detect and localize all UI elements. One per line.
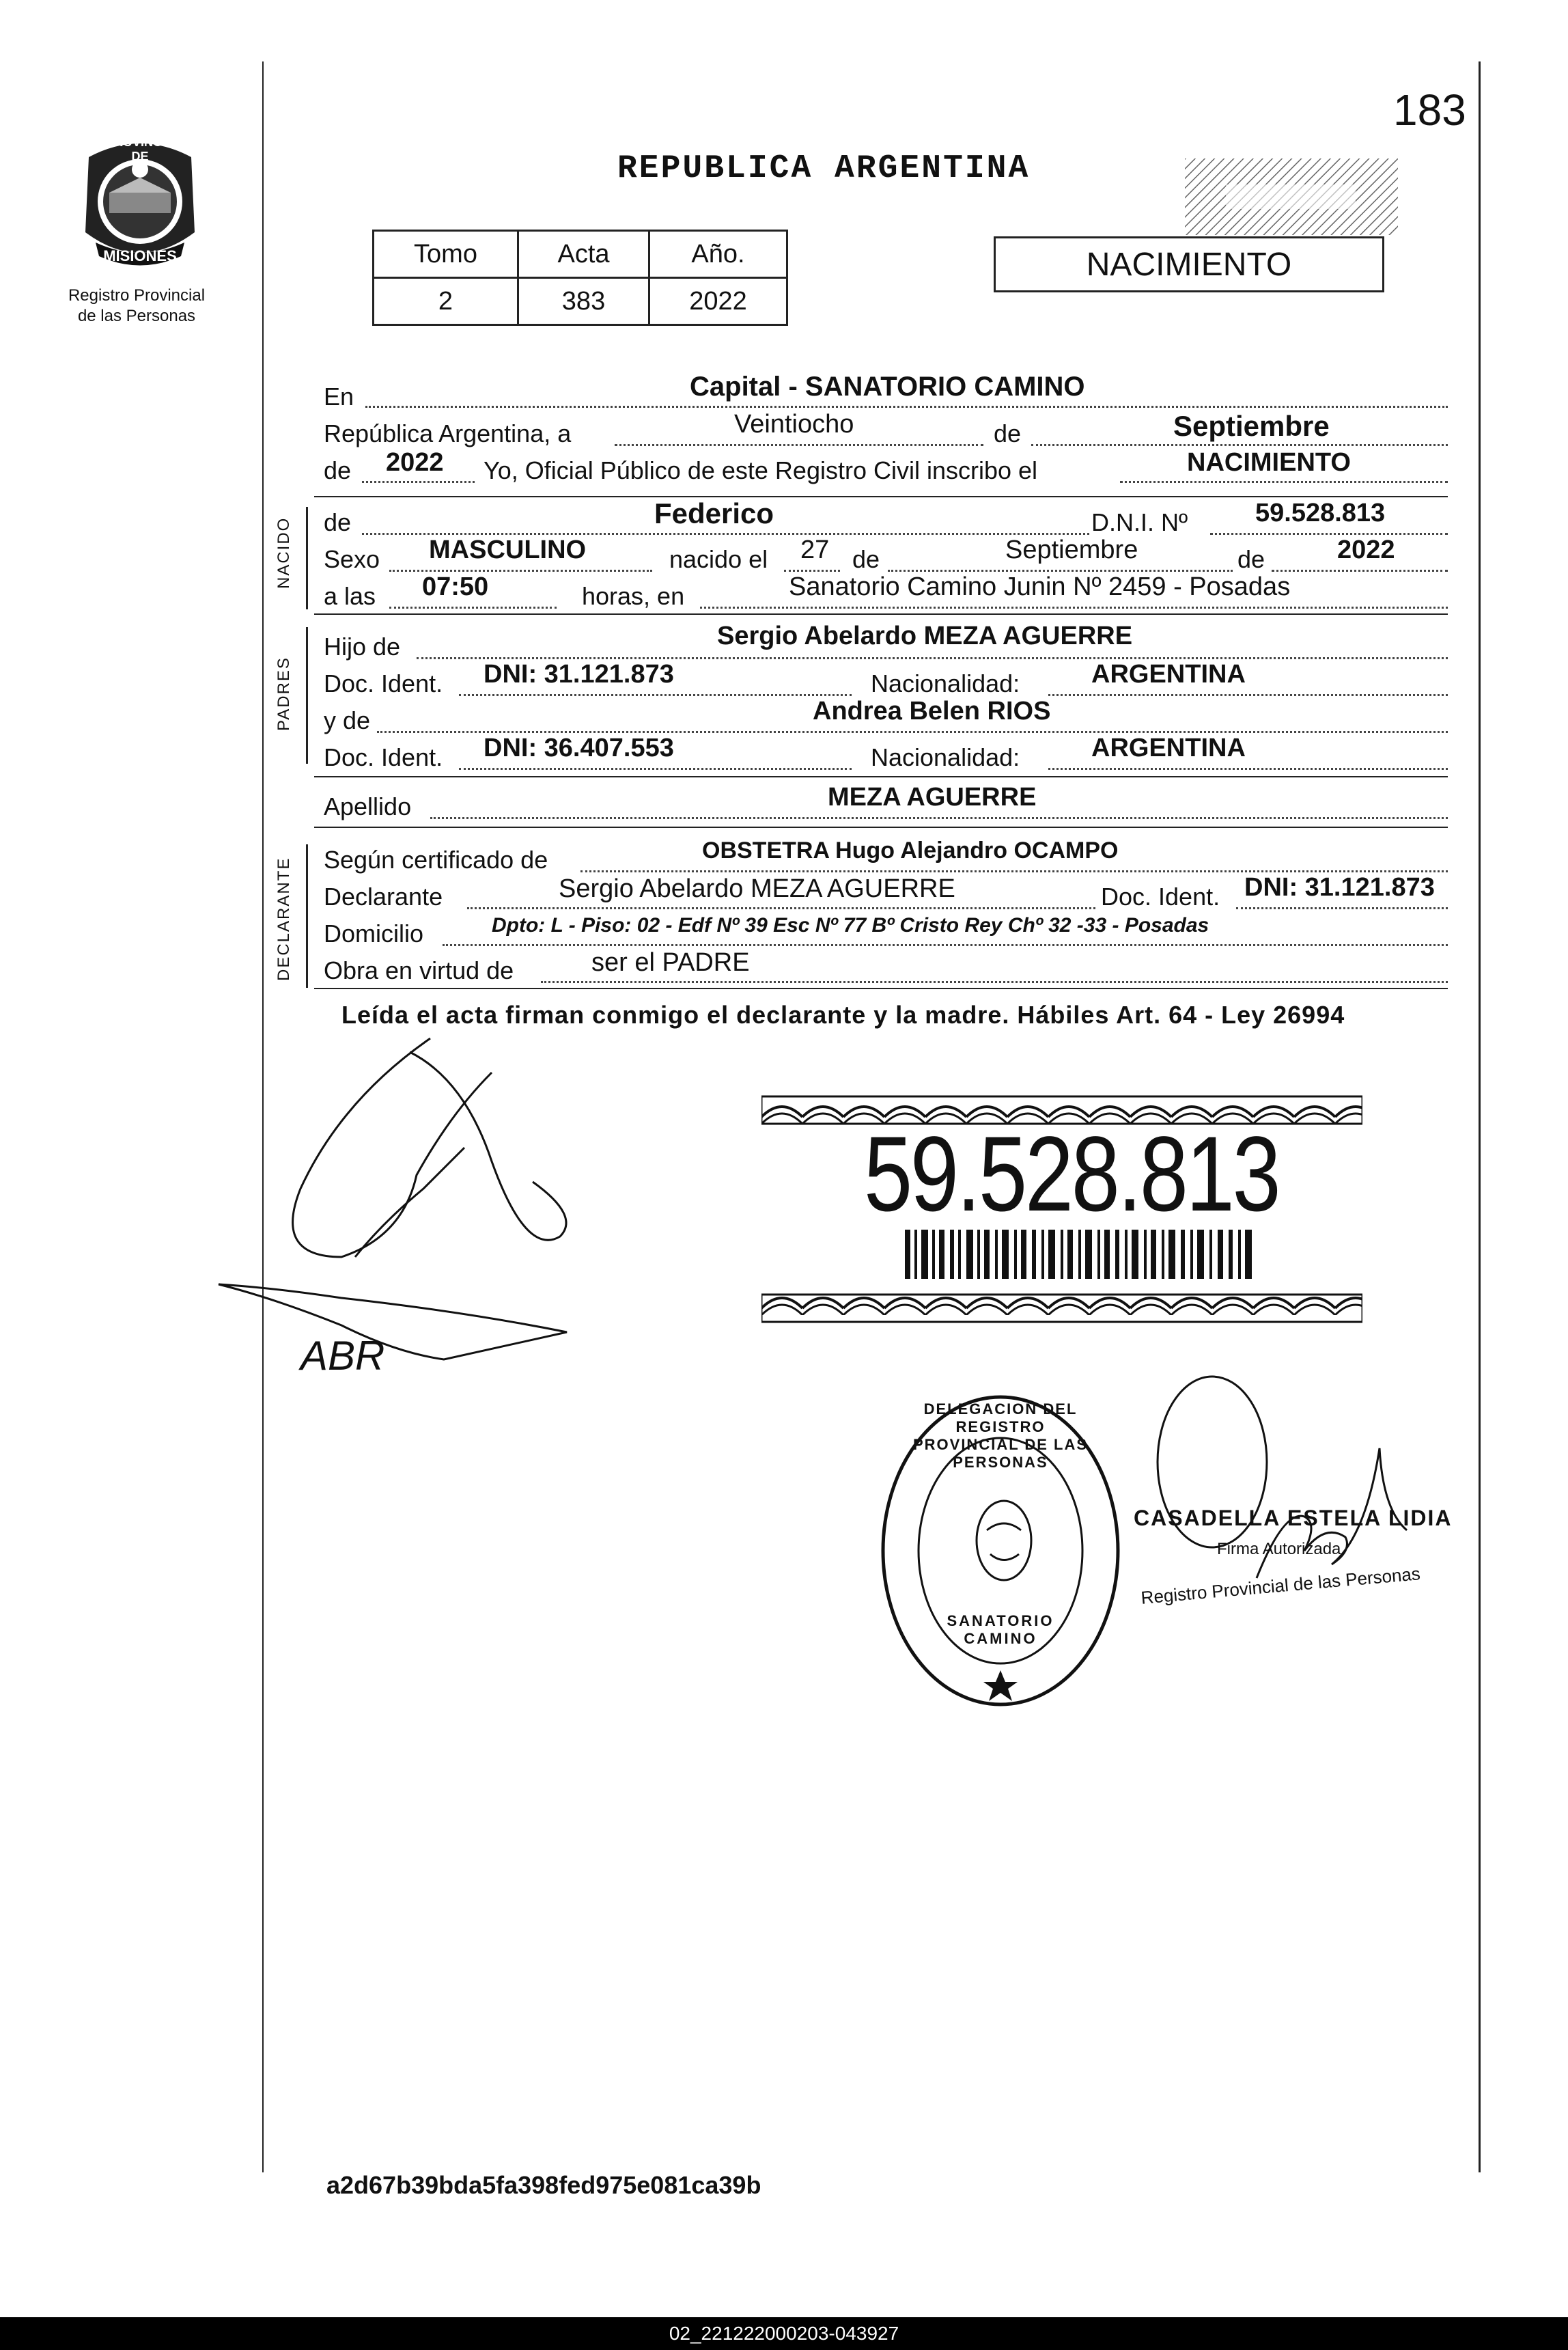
value-sex: MASCULINO bbox=[429, 536, 587, 564]
dotted-line bbox=[1210, 533, 1448, 535]
section-divider bbox=[314, 613, 1448, 615]
value-declarant-name: Sergio Abelardo MEZA AGUERRE bbox=[559, 874, 955, 903]
dotted-line bbox=[888, 570, 1233, 572]
section-divider bbox=[314, 988, 1448, 989]
section-label-padres: PADRES bbox=[275, 656, 293, 731]
right-margin-rule bbox=[1479, 61, 1481, 2172]
value-mother-name: Andrea Belen RIOS bbox=[813, 697, 1051, 725]
dotted-line bbox=[417, 657, 1448, 659]
registration-statement: Yo, Oficial Público de este Registro Civil inscribo el bbox=[484, 456, 1038, 484]
value-mother-nationality: ARGENTINA bbox=[1091, 734, 1246, 762]
value-mother-doc: DNI: 36.407.553 bbox=[484, 734, 674, 762]
table-header-acta: Acta bbox=[517, 230, 650, 279]
dotted-line bbox=[1272, 570, 1448, 572]
value-place-of-registration: Capital - SANATORIO CAMINO bbox=[690, 372, 1085, 402]
value-surname: MEZA AGUERRE bbox=[828, 783, 1037, 812]
initials-signature: ABR bbox=[300, 1333, 385, 1379]
dotted-line bbox=[443, 944, 1448, 946]
footer-id: 02_221222000203-043927 bbox=[669, 2323, 899, 2344]
value-year: 2022 bbox=[386, 448, 444, 477]
label-doc-ident-declarant: Doc. Ident. bbox=[1101, 883, 1220, 911]
label-declarante: Declarante bbox=[324, 883, 443, 911]
label-horas-en: horas, en bbox=[582, 582, 685, 610]
id-sticker-number: 59.528.813 bbox=[864, 1115, 1279, 1234]
footer-bar bbox=[0, 2317, 1568, 2350]
value-birth-time: 07:50 bbox=[422, 572, 489, 601]
seal-outer-text: DELEGACION DEL REGISTRO PROVINCIAL DE LAS PERSONAS bbox=[912, 1400, 1089, 1471]
dotted-line bbox=[362, 481, 475, 483]
label-de: de bbox=[994, 419, 1022, 447]
label-y-de: y de bbox=[324, 706, 371, 734]
seal-inner-text: SANATORIO CAMINO bbox=[947, 1612, 1054, 1647]
table-header-ano: Año. bbox=[648, 230, 788, 279]
org-line-2: de las Personas bbox=[77, 307, 196, 325]
value-birth-month: Septiembre bbox=[1005, 536, 1138, 564]
label-de-2: de bbox=[324, 456, 352, 484]
label-en: En bbox=[324, 383, 354, 411]
value-father-nationality: ARGENTINA bbox=[1091, 660, 1246, 689]
value-birth-day: 27 bbox=[800, 536, 830, 564]
dotted-line bbox=[784, 570, 840, 572]
dotted-line bbox=[467, 907, 1095, 909]
dotted-line bbox=[580, 870, 1448, 872]
value-address: Dpto: L - Piso: 02 - Edf Nº 39 Esc Nº 77 Bº Cristo Rey Chº 32 -33 - Posadas bbox=[492, 914, 1209, 937]
page-number: 183 bbox=[1393, 85, 1466, 135]
label-hijo-de: Hijo de bbox=[324, 633, 401, 661]
table-value-acta: 383 bbox=[517, 277, 650, 326]
dotted-line bbox=[1048, 694, 1448, 696]
label-doc-ident-mother: Doc. Ident. bbox=[324, 743, 443, 771]
label-de-3: de bbox=[852, 545, 880, 573]
section-label-nacido: NACIDO bbox=[275, 516, 293, 589]
section-bar-nacido bbox=[306, 507, 308, 609]
value-declarant-doc: DNI: 31.121.873 bbox=[1244, 873, 1435, 902]
value-registered-event: NACIMIENTO bbox=[1187, 448, 1351, 477]
value-month: Septiembre bbox=[1173, 410, 1330, 442]
dotted-line bbox=[389, 570, 652, 572]
section-divider bbox=[314, 776, 1448, 777]
registrar-office: Registro Provincial de las Personas bbox=[1140, 1563, 1421, 1608]
value-day: Veintiocho bbox=[734, 410, 854, 439]
misiones-coat-of-arms-logo bbox=[68, 130, 212, 284]
table-value-ano: 2022 bbox=[648, 277, 788, 326]
closing-statement: Leída el acta firman conmigo el declarante y la madre. Hábiles Art. 64 - Ley 26994 bbox=[341, 1001, 1345, 1029]
label-dni: D.N.I. Nº bbox=[1091, 508, 1188, 536]
value-certificate-issuer: OBSTETRA Hugo Alejandro OCAMPO bbox=[702, 838, 1119, 863]
label-nacionalidad-mother: Nacionalidad: bbox=[871, 743, 1020, 771]
label-republica: República Argentina, a bbox=[324, 419, 572, 447]
org-name bbox=[41, 286, 232, 327]
dotted-line bbox=[365, 406, 1448, 408]
document-type-box: NACIMIENTO bbox=[994, 236, 1384, 292]
value-father-name: Sergio Abelardo MEZA AGUERRE bbox=[717, 622, 1133, 650]
label-segun-certificado: Según certificado de bbox=[324, 846, 548, 874]
value-acting-capacity: ser el PADRE bbox=[591, 948, 750, 977]
label-domicilio: Domicilio bbox=[324, 920, 424, 948]
registrar-role: Firma Autorizada bbox=[1217, 1540, 1341, 1558]
document-hash: a2d67b39bda5fa398fed975e081ca39b bbox=[326, 2171, 761, 2199]
dotted-line bbox=[541, 981, 1448, 983]
dotted-line bbox=[700, 607, 1448, 609]
label-apellido: Apellido bbox=[324, 792, 412, 820]
label-obra-en-virtud: Obra en virtud de bbox=[324, 956, 514, 984]
logo-text-top: PROVINCIA DE bbox=[105, 135, 174, 163]
org-line-1: Registro Provincial bbox=[68, 286, 206, 305]
dotted-line bbox=[615, 444, 983, 446]
dotted-line bbox=[1120, 481, 1448, 483]
dotted-line bbox=[459, 768, 852, 770]
dotted-line bbox=[459, 694, 852, 696]
value-birth-year: 2022 bbox=[1337, 536, 1395, 564]
value-child-dni: 59.528.813 bbox=[1255, 499, 1386, 527]
section-bar-padres bbox=[306, 627, 308, 764]
section-divider bbox=[314, 827, 1448, 828]
dotted-line bbox=[1236, 907, 1448, 909]
security-stamp-pattern bbox=[1185, 158, 1398, 235]
section-bar-declarante bbox=[306, 844, 308, 988]
value-child-name: Federico bbox=[654, 497, 774, 529]
logo-text-bottom: MISIONES bbox=[103, 247, 177, 264]
value-father-doc: DNI: 31.121.873 bbox=[484, 660, 674, 689]
dotted-line bbox=[389, 607, 557, 609]
value-birth-place: Sanatorio Camino Junin Nº 2459 - Posadas bbox=[789, 572, 1291, 601]
label-de-name: de bbox=[324, 508, 352, 536]
label-de-4: de bbox=[1237, 545, 1265, 573]
dotted-line bbox=[377, 731, 1448, 733]
label-nacionalidad-father: Nacionalidad: bbox=[871, 669, 1020, 697]
declarant-signature bbox=[205, 1011, 615, 1397]
label-doc-ident-father: Doc. Ident. bbox=[324, 669, 443, 697]
table-value-tomo: 2 bbox=[372, 277, 519, 326]
registrar-name: CASADELLA ESTELA LIDIA bbox=[1134, 1506, 1453, 1530]
table-header-tomo: Tomo bbox=[372, 230, 519, 279]
registry-seal bbox=[874, 1387, 1127, 1718]
label-a-las: a las bbox=[324, 582, 376, 610]
dotted-line bbox=[362, 533, 1089, 535]
section-label-declarante: DECLARANTE bbox=[275, 857, 293, 981]
dotted-line bbox=[430, 817, 1448, 819]
dotted-line bbox=[1048, 768, 1448, 770]
country-title: REPUBLICA ARGENTINA bbox=[617, 150, 1031, 187]
label-sexo: Sexo bbox=[324, 545, 380, 573]
section-divider bbox=[314, 496, 1448, 497]
dotted-line bbox=[1031, 444, 1448, 446]
label-nacido-el: nacido el bbox=[669, 545, 768, 573]
